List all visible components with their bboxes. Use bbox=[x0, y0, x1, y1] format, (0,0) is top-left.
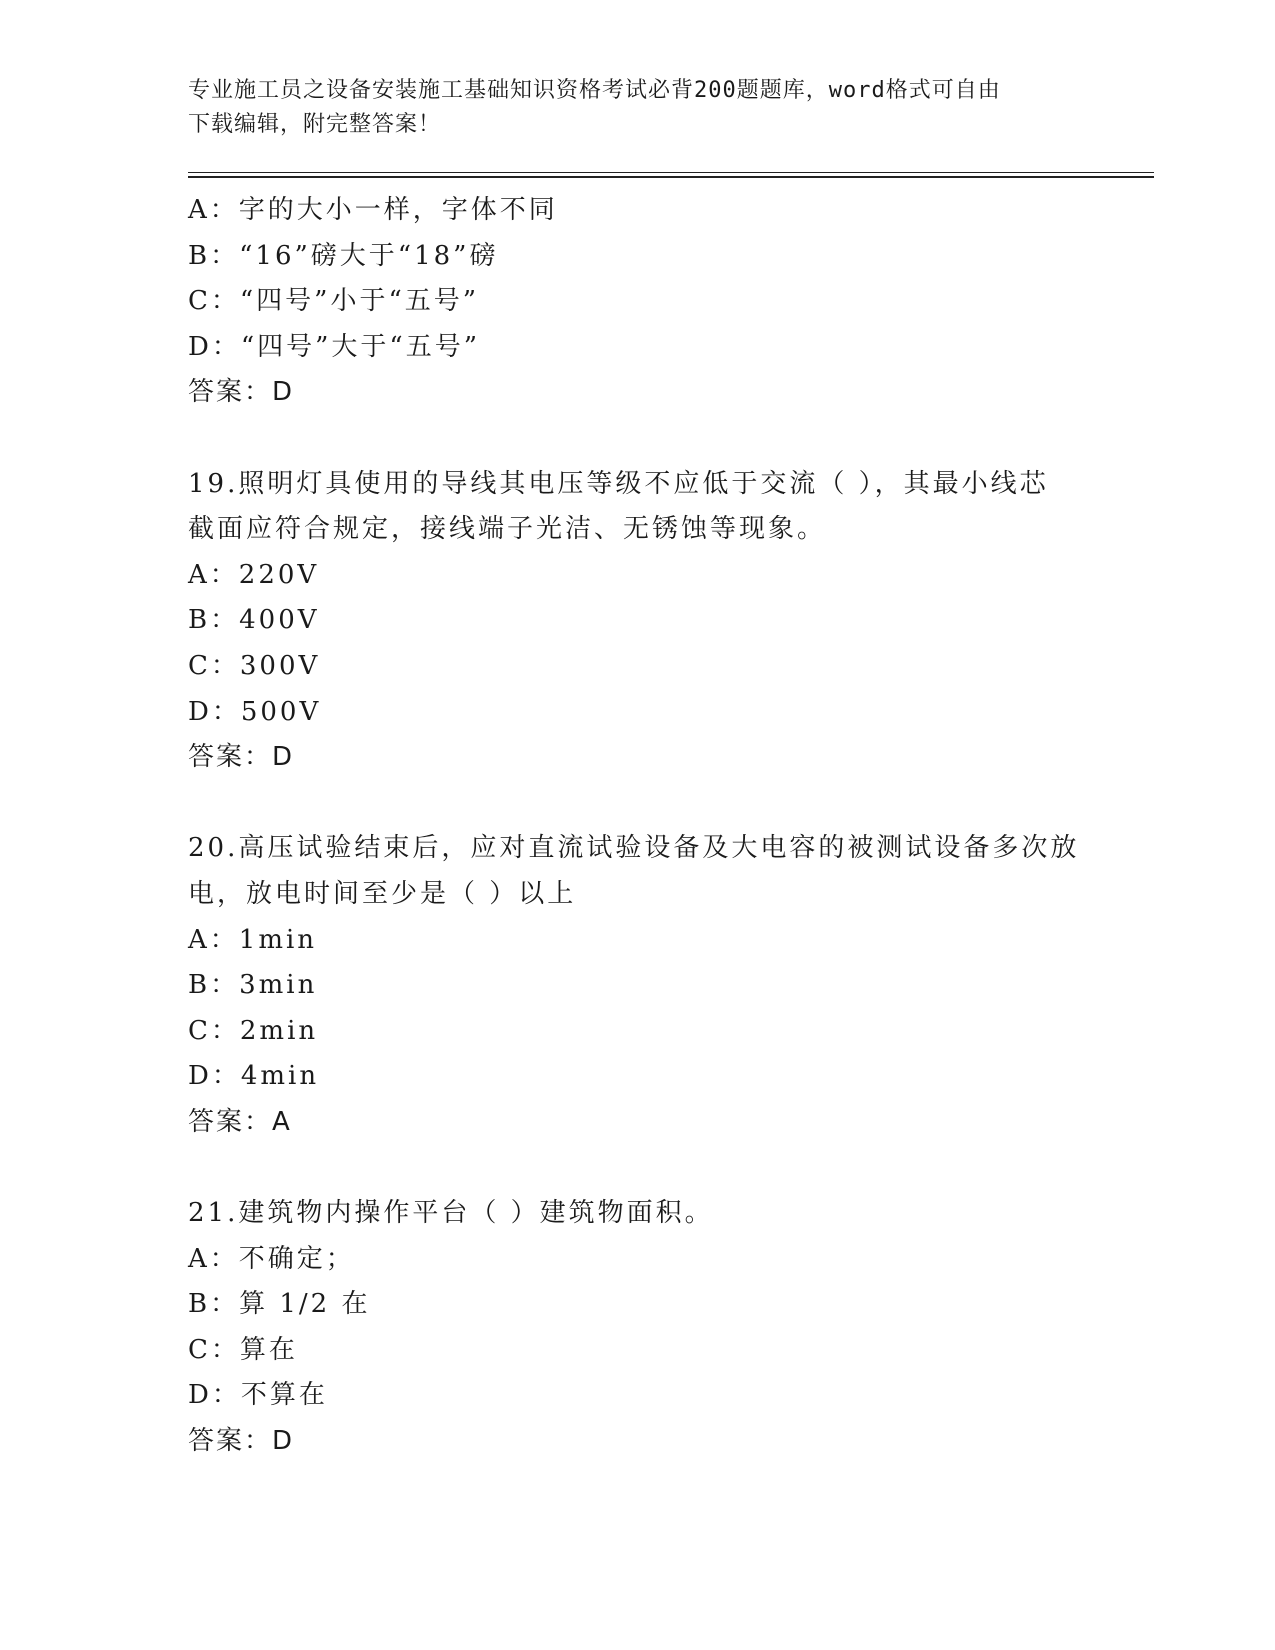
question-stem-line-1: 21.建筑物内操作平台（ ）建筑物面积。 bbox=[188, 1198, 714, 1229]
spacer bbox=[188, 781, 1088, 827]
option-a: A：1min bbox=[188, 924, 318, 955]
answer-line: 答案：A bbox=[188, 1106, 292, 1137]
option-d: D：不算在 bbox=[188, 1380, 328, 1411]
option-d: D：4min bbox=[188, 1061, 320, 1092]
option-b: B：“16”磅大于“18”磅 bbox=[188, 240, 499, 271]
option-a: A：字的大小一样，字体不同 bbox=[188, 195, 558, 225]
answer-line: 答案：D bbox=[188, 377, 295, 408]
header-divider-thin bbox=[188, 172, 1154, 173]
option-c: C：“四号”小于“五号” bbox=[188, 286, 480, 317]
question-18 bbox=[188, 188, 1088, 416]
answer-line: 答案：D bbox=[188, 1426, 295, 1457]
question-19 bbox=[188, 462, 1088, 781]
question-20 bbox=[188, 826, 1088, 1145]
option-b: B：3min bbox=[188, 970, 318, 1001]
question-21 bbox=[188, 1191, 1088, 1465]
option-c: C：2min bbox=[188, 1015, 319, 1046]
question-stem-line-2: 截面应符合规定，接线端子光洁、无锈蚀等现象。 bbox=[188, 514, 827, 545]
header-title-line-1: 专业施工员之设备安装施工基础知识资格考试必背200题题库，word格式可自由 bbox=[188, 78, 1001, 103]
option-a: A：不确定； bbox=[188, 1243, 355, 1274]
question-stem-line-1: 20.高压试验结束后，应对直流试验设备及大电容的被测试设备多次放 bbox=[188, 833, 1080, 864]
option-d: D：“四号”大于“五号” bbox=[188, 331, 481, 362]
header-title-line-2: 下载编辑，附完整答案！ bbox=[188, 112, 442, 137]
answer-line: 答案：D bbox=[188, 742, 295, 773]
option-b: B：算 1/2 在 bbox=[188, 1289, 371, 1320]
option-c: C：300V bbox=[188, 650, 321, 681]
document-header bbox=[188, 74, 1068, 142]
option-a: A：220V bbox=[188, 559, 320, 590]
spacer bbox=[188, 416, 1088, 462]
option-b: B：400V bbox=[188, 605, 320, 636]
question-stem-line-2: 电，放电时间至少是（ ）以上 bbox=[188, 878, 577, 909]
header-divider-thick bbox=[188, 176, 1154, 178]
spacer bbox=[188, 1145, 1088, 1191]
question-stem-line-1: 19.照明灯具使用的导线其电压等级不应低于交流（ ），其最小线芯 bbox=[188, 468, 1049, 499]
option-c: C：算在 bbox=[188, 1334, 298, 1365]
question-list bbox=[188, 188, 1088, 1465]
option-d: D：500V bbox=[188, 696, 322, 727]
